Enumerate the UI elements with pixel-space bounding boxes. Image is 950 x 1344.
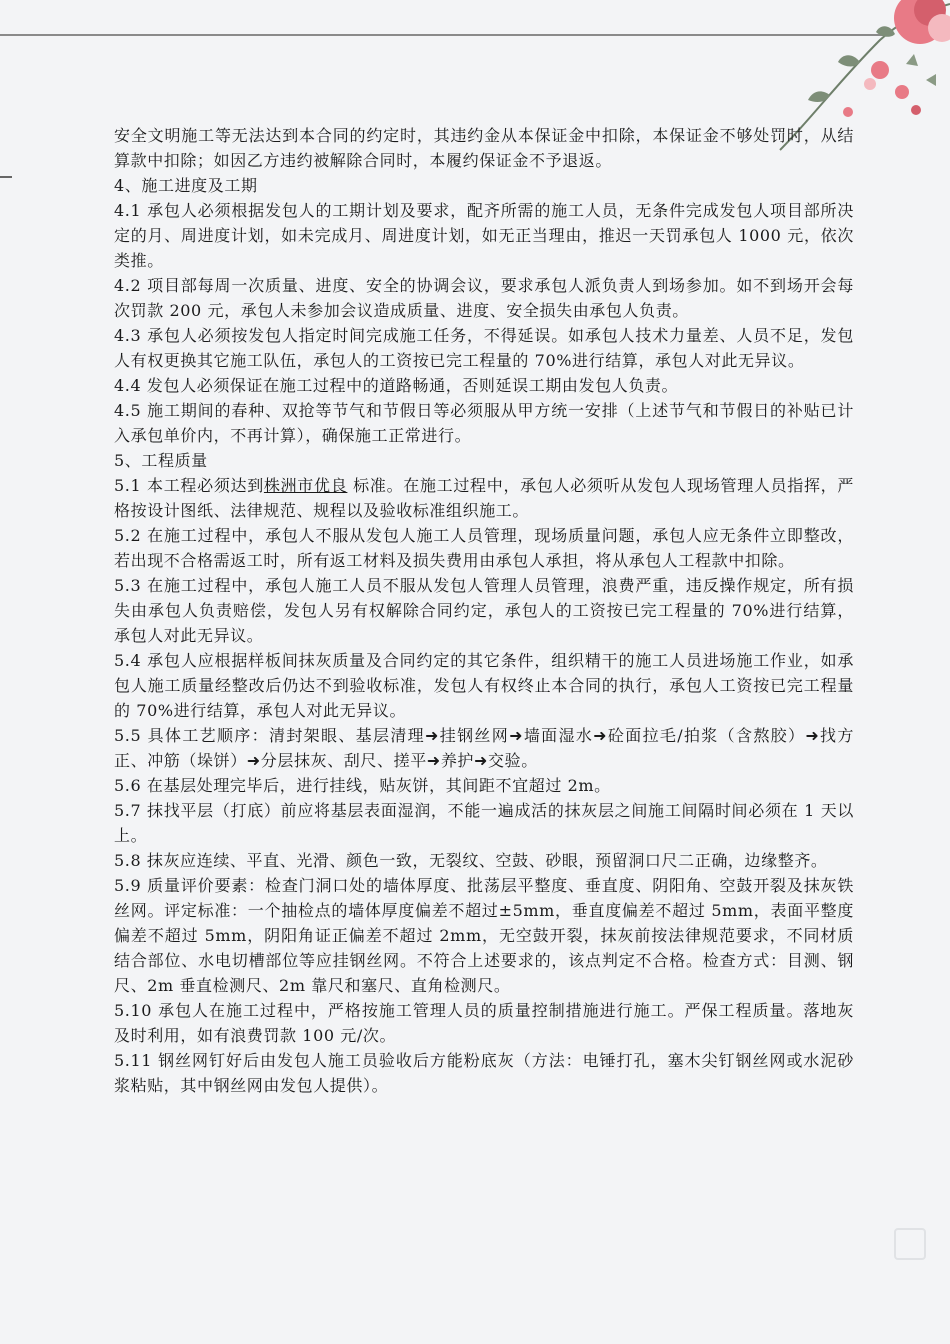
paragraph: 5.2 在施工过程中，承包人不服从发包人施工人员管理，现场质量问题，承包人应无条件立即整改，若出现不合格需返工时，所有返工材料及损失费用由承包人承担，将从承包人工程款中扣除。 — [114, 526, 854, 570]
watermark-corner — [894, 1228, 926, 1260]
paragraph: 4.4 发包人必须保证在施工过程中的道路畅通，否则延误工期由发包人负责。 — [114, 376, 679, 395]
paragraph: 5.8 抹灰应连续、平直、光滑、颜色一致，无裂纹、空鼓、砂眼，预留洞口尺二正确，边缘整齐。 — [114, 851, 828, 870]
document-body — [114, 123, 854, 1098]
p51-suffix: 标准。在施工过程中，承包人必须听从发包人现场管理人员指挥，严格按设计图纸、法律规范、规程以及验收标准组织施工。 — [114, 476, 854, 520]
paragraph: 5.10 承包人在施工过程中，严格按施工管理人员的质量控制措施进行施工。严保工程质量。落地灰及时利用，如有浪费罚款 100 元/次。 — [114, 1001, 854, 1045]
paragraph-5-1 — [114, 473, 854, 523]
paragraph: 5.11 钢丝网钉好后由发包人施工员验收后方能粉底灰（方法：电锤打孔，塞木尖钉钢丝网或水泥砂浆粘贴，其中钢丝网由发包人提供）。 — [114, 1051, 854, 1095]
paragraph: 5.6 在基层处理完毕后，进行挂线，贴灰饼，其间距不宜超过 2m。 — [114, 776, 611, 795]
paragraph: 5.7 抹找平层（打底）前应将基层表面湿润，不能一遍成活的抹灰层之间施工间隔时间必须在 1 天以上。 — [114, 801, 854, 845]
section-heading: 4、施工进度及工期 — [114, 176, 258, 195]
quality-standard: 株洲市优良 — [263, 476, 348, 495]
paragraph: 安全文明施工等无法达到本合同的约定时，其违约金从本保证金中扣除，本保证金不够处罚时，从结算款中扣除；如因乙方违约被解除合同时，本履约保证金不予退返。 — [114, 126, 854, 170]
paragraph: 4.3 承包人必须按发包人指定时间完成施工任务，不得延误。如承包人技术力量差、人员不足，发包人有权更换其它施工队伍，承包人的工资按已完工程量的 70%进行结算，承包人对此无异议。 — [114, 326, 854, 370]
paragraph: 5.5 具体工艺顺序：清封架眼、基层清理➜挂钢丝网➜墙面湿水➜砼面拉毛/拍浆（含熬胶）➜找方正、冲筋（垛饼）➜分层抹灰、刮尺、搓平➜养护➜交验。 — [114, 726, 854, 770]
paragraph: 4.5 施工期间的春种、双抢等节气和节假日等必须服从甲方统一安排（上述节气和节假日的补贴已计入承包单价内，不再计算），确保施工正常进行。 — [114, 401, 854, 445]
section-heading: 5、工程质量 — [114, 451, 208, 470]
paragraph: 4.1 承包人必须根据发包人的工期计划及要求，配齐所需的施工人员，无条件完成发包人项目部所决定的月、周进度计划，如未完成月、周进度计划，如无正当理由，推迟一天罚承包人 1000 元，依次类推。 — [114, 201, 854, 270]
paragraph: 5.9 质量评价要素：检查门洞口处的墙体厚度、批荡层平整度、垂直度、阴阳角、空鼓开裂及抹灰铁丝网。评定标准：一个抽检点的墙体厚度偏差不超过±5mm，垂直度偏差不超过 5mm，表面平整度偏差不超过 5mm，阴阳角证正偏差不超过 2mm，无空鼓开裂，抹灰前按法律规范要求，不同材质结合部位、水电切槽部位等应挂钢丝网。不符合上述要求的，该点判定不合格。检查方式：目测、钢尺、2m 垂直检测尺、2m 靠尺和塞尺、直角检测尺。 — [114, 876, 854, 995]
margin-mark — [0, 176, 12, 178]
p51-prefix: 5.1 本工程必须达到 — [114, 476, 264, 495]
paragraph: 5.4 承包人应根据样板间抹灰质量及合同约定的其它条件，组织精干的施工人员进场施工作业，如承包人施工质量经整改后仍达不到验收标准，发包人有权终止本合同的执行，承包人工资按已完工程量的 70%进行结算，承包人对此无异议。 — [114, 651, 854, 720]
paragraph: 4.2 项目部每周一次质量、进度、安全的协调会议，要求承包人派负责人到场参加。如不到场开会每次罚款 200 元，承包人未参加会议造成质量、进度、安全损失由承包人负责。 — [114, 276, 854, 320]
paragraph: 5.3 在施工过程中，承包人施工人员不服从发包人管理人员管理，浪费严重，违反操作规定，所有损失由承包人负责赔偿，发包人另有权解除合同约定，承包人的工资按已完工程量的 70%进行结算，承包人对此无异议。 — [114, 576, 854, 645]
